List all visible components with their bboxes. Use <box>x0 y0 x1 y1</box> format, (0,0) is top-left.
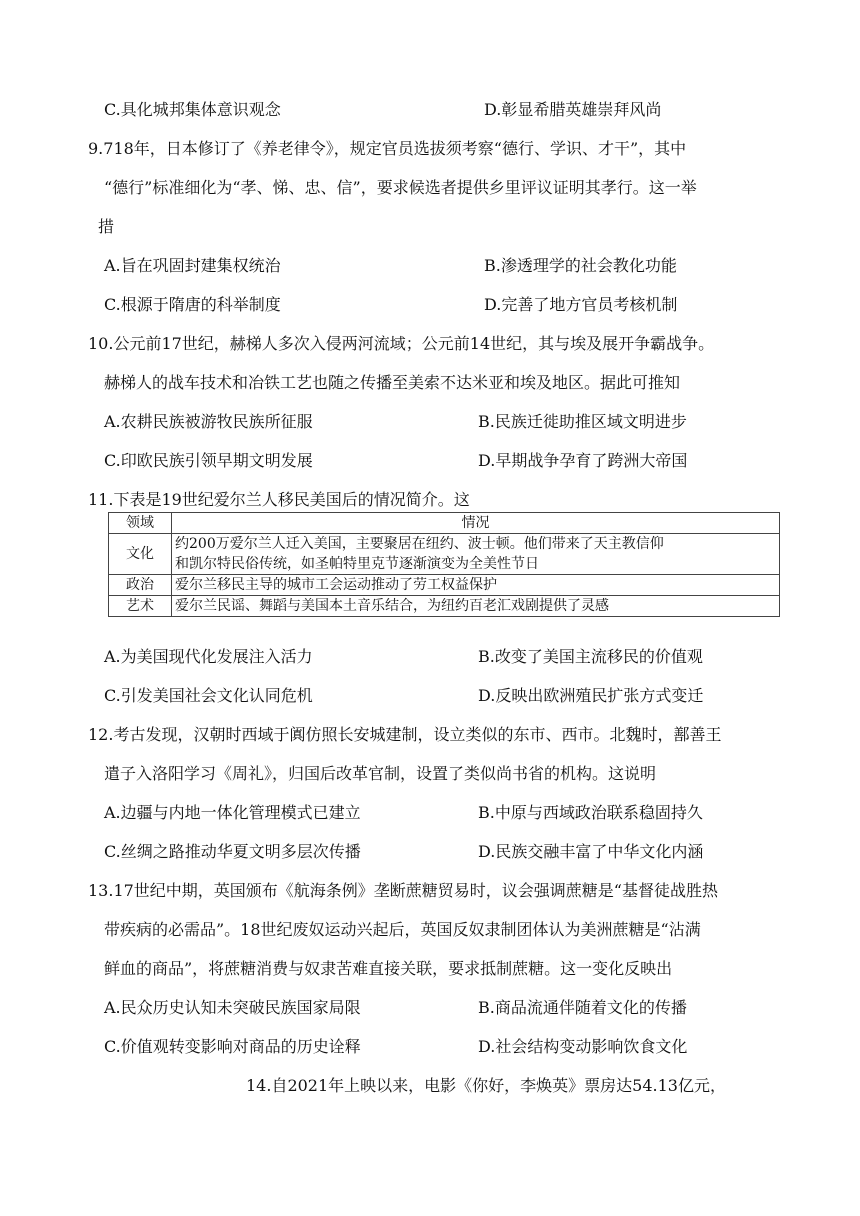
q12-option-a: A.边疆与内地一体化管理模式已建立 <box>104 803 361 822</box>
q12-stem-line-2: 遣子入洛阳学习《周礼》，归国后改革官制，设置了类似尚书省的机构。这说明 <box>104 764 657 783</box>
q13-option-a: A.民众历史认知未突破民族国家局限 <box>104 998 361 1017</box>
q12-stem-line-1: 12.考古发现，汉朝时西域于阗仿照长安城建制，设立类似的东市、西市。北魏时，鄯善王 <box>88 725 722 744</box>
q11-option-c: C.引发美国社会文化认同危机 <box>104 686 313 705</box>
q10-option-b: B.民族迁徙助推区域文明进步 <box>478 412 687 431</box>
q11-option-a: A.为美国现代化发展注入活力 <box>104 647 313 666</box>
q12-option-d: D.民族交融丰富了中华文化内涵 <box>478 842 704 861</box>
q13-stem-line-3: 鲜血的商品”，将蔗糖消费与奴隶苦难直接关联，要求抵制蔗糖。这一变化反映出 <box>104 959 673 978</box>
q9-option-d: D.完善了地方官员考核机制 <box>484 295 678 314</box>
q13-stem-line-1: 13.17世纪中期，英国颁布《航海条例》垄断蔗糖贸易时，议会强调蔗糖是“基督徒战胜热 <box>88 881 718 900</box>
q10-option-d: D.早期战争孕育了跨洲大帝国 <box>478 451 688 470</box>
table-cell-field: 文化 <box>109 534 172 575</box>
q13-option-d: D.社会结构变动影响饮食文化 <box>478 1037 688 1056</box>
table-row <box>109 596 780 617</box>
q12-option-b: B.中原与西域政治联系稳固持久 <box>478 803 703 822</box>
table-cell-situation: 爱尔兰移民主导的城市工会运动推动了劳工权益保护 <box>172 575 780 596</box>
q10-stem-line-2: 赫梯人的战车技术和冶铁工艺也随之传播至美索不达米亚和埃及地区。据此可推知 <box>104 373 681 392</box>
q11-stem-line-1: 11.下表是19世纪爱尔兰人移民美国后的情况简介。这 <box>88 490 470 509</box>
q9-option-c: C.根源于隋唐的科举制度 <box>104 295 281 314</box>
table-cell-line: 约200万爱尔兰人迁入美国，主要聚居在纽约、波士顿。他们带来了天主教信仰 <box>175 536 664 552</box>
table-header-situation: 情况 <box>172 513 780 534</box>
table-cell-field: 艺术 <box>109 596 172 617</box>
q12-option-c: C.丝绸之路推动华夏文明多层次传播 <box>104 842 361 861</box>
table-cell-line: 和凯尔特民俗传统，如圣帕特里克节逐渐演变为全美性节日 <box>175 556 539 572</box>
q10-stem-line-1: 10.公元前17世纪，赫梯人多次入侵两河流域；公元前14世纪，其与埃及展开争霸战争。 <box>88 334 715 353</box>
q10-option-c: C.印欧民族引领早期文明发展 <box>104 451 313 470</box>
q9-stem-line-3: 措 <box>98 217 115 236</box>
table-cell-situation: 爱尔兰民谣、舞蹈与美国本土音乐结合，为纽约百老汇戏剧提供了灵感 <box>172 596 780 617</box>
q11-info-table <box>108 512 780 617</box>
table-header-field: 领域 <box>109 513 172 534</box>
q11-option-b: B.改变了美国主流移民的价值观 <box>478 647 703 666</box>
q10-option-a: A.农耕民族被游牧民族所征服 <box>104 412 313 431</box>
table-row <box>109 575 780 596</box>
table-header-row <box>109 513 780 534</box>
q9-option-a: A.旨在巩固封建集权统治 <box>104 256 281 275</box>
table-cell-field: 政治 <box>109 575 172 596</box>
table-cell-situation <box>172 534 780 575</box>
q13-option-c: C.价值观转变影响对商品的历史诠释 <box>104 1037 361 1056</box>
table-row <box>109 534 780 575</box>
q13-stem-line-2: 带疾病的必需品”。18世纪废奴运动兴起后，英国反奴隶制团体认为美洲蔗糖是“沾满 <box>104 920 701 939</box>
q11-option-d: D.反映出欧洲殖民扩张方式变迁 <box>478 686 704 705</box>
q9-stem-line-1: 9.718年，日本修订了《养老律令》，规定官员选拔须考察“德行、学识、才干”，其中 <box>88 139 687 158</box>
q9-option-b: B.渗透理学的社会教化功能 <box>484 256 677 275</box>
q8-option-d: D.彰显希腊英雄崇拜风尚 <box>484 100 662 119</box>
q13-option-b: B.商品流通伴随着文化的传播 <box>478 998 687 1017</box>
q9-stem-line-2: “德行”标准细化为“孝、悌、忠、信”，要求候选者提供乡里评议证明其孝行。这一举 <box>104 178 697 197</box>
q14-stem-line-1: 14.自2021年上映以来，电影《你好，李焕英》票房达54.13亿元， <box>246 1076 726 1095</box>
q8-option-c: C.具化城邦集体意识观念 <box>104 100 281 119</box>
